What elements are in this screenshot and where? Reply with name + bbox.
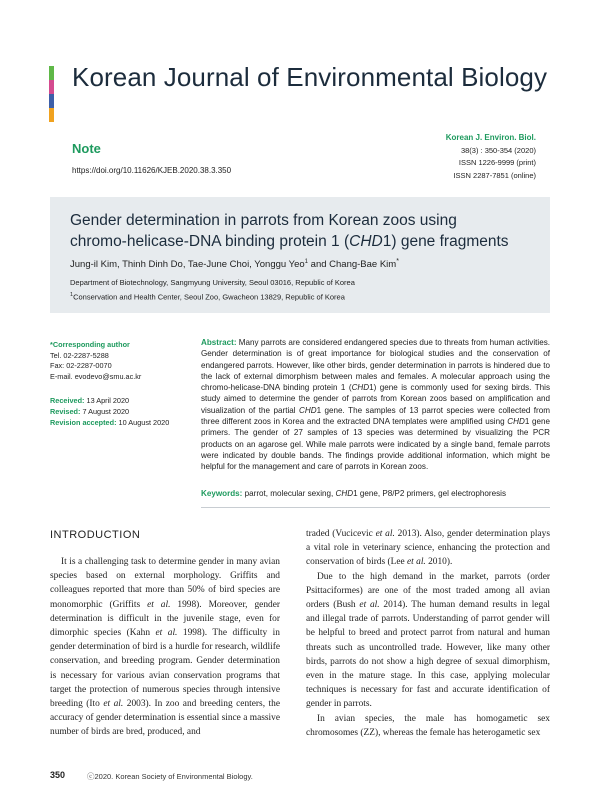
body-text: It is a challenging task to determine gender in many avian species based on external morphology. Griffits and colleagues reported that more than 50% of bird species are monomorphic (Griffits [50,557,280,610]
corresponding-tel: Tel. 02-2287-5288 [50,350,109,360]
keywords-text: 1 gene, P8/P2 primers, gel electrophoresis [353,489,507,498]
keywords-label: Keywords: [201,489,243,498]
corresponding-email[interactable]: E-mail. evodevo@smu.ac.kr [50,371,142,381]
title-gene-name: CHD [349,233,383,250]
article-type: Note [72,141,101,156]
body-paragraph [50,555,280,740]
affiliation-2 [70,289,355,304]
issn-online: ISSN 2287-7851 (online) [453,170,536,180]
keywords-text: parrot, molecular sexing, [242,489,336,498]
body-text: 2013). Also, gender determination plays a vital role in veterinary science, enhancing the protection and conservation of birds (Lee [306,529,550,568]
corresponding-fax: Fax: 02-2287-0070 [50,361,112,371]
date-value: 7 August 2020 [80,406,130,416]
section-divider [201,507,550,508]
affiliations [70,277,355,304]
keywords [201,488,550,499]
citation-etal: et al. [103,699,124,710]
body-text: 2014). The human demand results in legal and illegal trade of parrots. Understanding of parrot gender will be helpful to breed and protect parrot from natural and human threats such as uncontrolled trade. However, like many other birds, parrots do not show a high degree of sexual dimorphism, even in the mature stage. In this case, applying molecular techniques is necessary for fast and accurate identification of gender in parrots. [306,600,550,710]
color-bar-segment [49,66,54,80]
body-text: 1998). Moreover, gender determination is difficult in the juvenile stage, even for dimorphic species (Kahn [50,599,280,639]
citation-etal: et al. [407,557,426,568]
received-date [50,396,190,407]
authors-text: Jung-il Kim, Thinh Dinh Do, Tae-June Choi, Yonggu Yeo [70,259,305,271]
title-text: chromo-helicase-DNA binding protein 1 ( [70,233,350,250]
section-heading: INTRODUCTION [50,529,141,541]
abstract-text: 1) gene is commonly used for sexing birds. This study aimed to determine the gender of parrots from Korean zoos based on amplification and visualization of the partial [201,383,550,415]
citation-etal: et al. [375,529,395,539]
affiliation-1: Department of Biotechnology, Sangmyung University, Seoul 03016, Republic of Korea [70,278,355,287]
affiliation-text: Conservation and Health Center, Seoul Zoo, Gwacheon 13829, Republic of Korea [73,292,345,302]
color-bar-segment [49,108,54,122]
abstract-text: Many parrots are considered endangered species due to threats from human activities. Gender determination is of great importance for biological studies and the conservation of endangered parrots. However, like other birds, gender determination in parrots is hindered due to the lack of external dimorphism between males and females. A molecular approach using the chromo-helicase-DNA binding protein 1 ( [201,338,550,393]
volume-pages: 38(3) : 350-354 (2020) [460,145,536,155]
title-line-2 [70,231,540,252]
body-text: 1998). The difficulty in gender determination of bird is a hurdle for research, wildlife conservation, and breeding program. Gender determination is necessary for various avian conservation programs that target the protection of numerous species through intensive breeding (Ito [50,628,280,710]
author-list [70,258,399,270]
date-value: 10 August 2020 [116,417,170,427]
gene-name: CHD [507,417,525,427]
corresponding-marker: * [396,258,399,265]
abstract-text: 1 gene primers. The gender of 27 samples of 13 species was determined by visualizing the PCR products on an agarose gel. While male parrots were indicated by a single band, female parrots were indicated by double bands. The findings provide additional information, which might be helpful for the management and care of parrots in Korean zoos. [201,417,550,472]
date-label: Revised: [50,406,81,416]
color-bar-segment [49,80,54,94]
copyright-notice: ⓒ2020. Korean Society of Environmental Biology. [87,772,253,781]
dates-block [50,396,190,428]
body-paragraph [306,570,550,712]
body-column-right [306,527,550,740]
journal-color-bar [49,66,54,122]
revised-date [50,407,190,418]
page-number: 350 [50,770,66,780]
abstract [201,337,550,473]
date-value: 13 April 2020 [84,396,130,406]
title-line-1: Gender determination in parrots from Korean zoos using [70,212,457,229]
citation-block [446,132,536,182]
abstract-text: 1 gene. The samples of 13 parrot species were collected from three different zoos in Korea and the extracted DNA templates were amplified using [201,405,550,427]
gene-name: CHD [351,383,370,393]
accepted-date [50,418,190,429]
journal-title: Korean Journal of Environmental Biology [72,62,548,92]
correspondence-info [50,340,190,428]
issn-print: ISSN 1226-9999 (print) [458,158,536,167]
authors-text: and Chang-Bae Kim [308,259,397,271]
body-text: 2010). [425,557,453,568]
body-paragraph [306,527,550,570]
body-text: 2003). In zoo and breeding centers, the accuracy of gender determination is essential since a massive number of birds are bred, produced, and [50,699,280,738]
citation-etal: et al. [359,600,380,611]
citation-etal: et al. [147,599,171,610]
date-label: Received: [50,396,85,406]
doi-link[interactable]: https://doi.org/10.11626/KJEB.2020.38.3.350 [72,166,232,175]
body-text: Due to the high demand in the market, parrots (order Psittaciformes) are one of the most traded among all avian orders (Bush [306,571,550,611]
affiliation-marker: 1 [304,259,309,265]
gene-name: CHD [299,405,317,415]
body-paragraph: In avian species, the male has homogametic sex chromosomes (ZZ), whereas the female has heterogametic sex [306,713,550,738]
gene-name: CHD [335,489,354,498]
date-label: Revision accepted: [50,417,117,427]
corresponding-heading: *Corresponding author [50,340,130,349]
body-column-left [50,555,280,740]
body-text: traded (Vucicevic [306,529,376,539]
journal-abbreviation: Korean J. Environ. Biol. [445,133,536,142]
citation-etal: et al. [155,628,178,639]
abstract-label: Abstract: [201,338,237,347]
article-title [70,210,540,252]
color-bar-segment [49,94,54,108]
title-text: 1) gene fragments [382,233,509,250]
affiliation-marker: 1 [70,292,74,298]
